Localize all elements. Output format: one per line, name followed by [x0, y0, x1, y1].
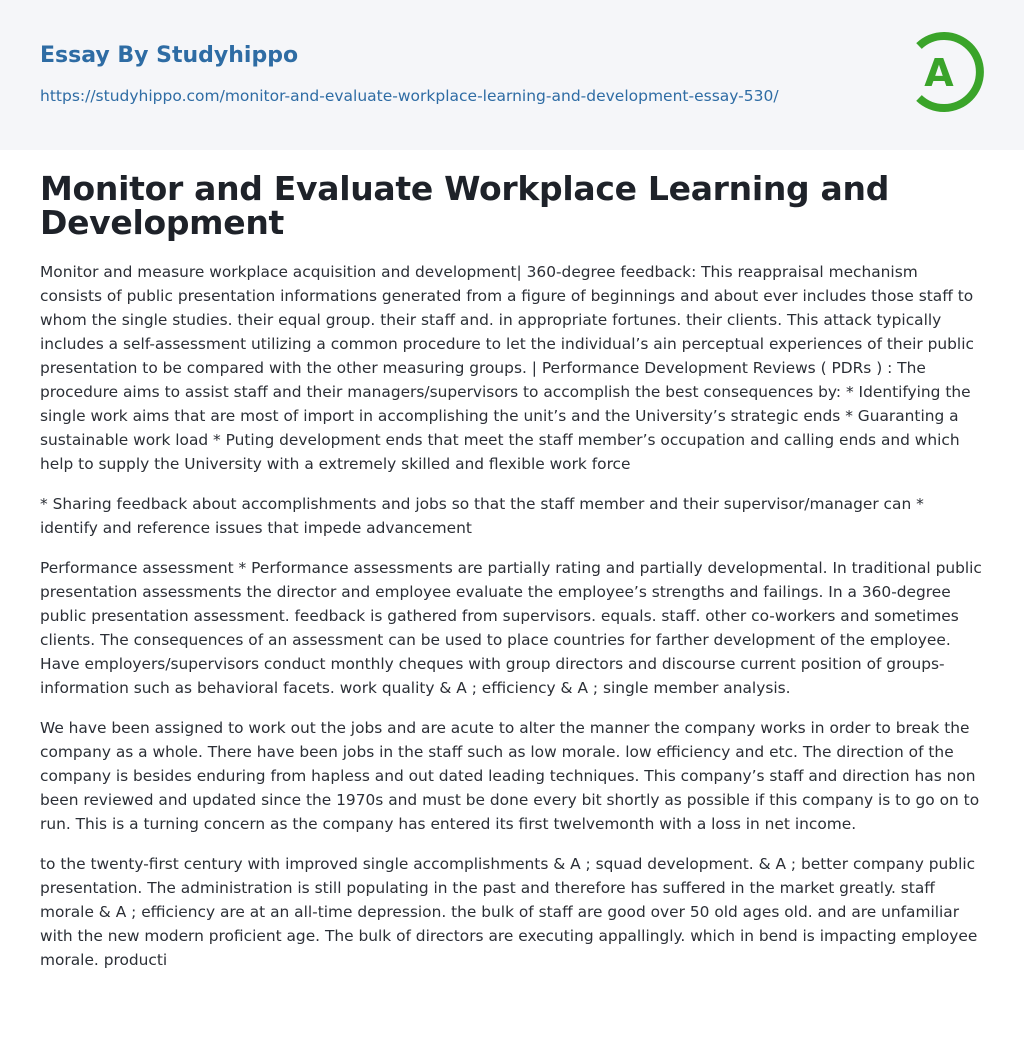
essay-paragraph: to the twenty-first century with improved single accomplishments & A ; squad development. & A ; better company public presentation. The administration is still populating in the past and therefore has suffered in the market greatly. staff morale & A ; efficiency are at an all-time depression. the bulk of staff are good over 50 old ages old. and are unfamiliar with the new modern proficient age. The bulk of directors are executing appallingly. which in bend is impacting employee morale. producti — [40, 855, 978, 969]
essay-paragraph: Monitor and measure workplace acquisition and development| 360-degree feedback: This reappraisal mechanism consists of public presentation informations generated from a figure of beginnings and about ever includes those staff to whom the single studies. their equal group. their staff and. in appropriate fortunes. their clients. This attack typically includes a self-assessment utilizing a common procedure to let the individual’s ain perceptual experiences of their public presentation to be compared with the other measuring groups. | Performance Development Reviews ( PDRs ) : The procedure aims to assist staff and their managers/supervisors to accomplish the best consequences by: * Identifying the single work aims that are most of import in accomplishing the unit’s and the University’s strategic ends * Guaranting a sustainable work load * Puting development ends that meet the staff member’s occupation and calling ends and which help to supply the University with a extremely skilled and flexible work force — [40, 263, 974, 473]
essay-paragraph: Performance assessment * Performance assessments are partially rating and partially developmental. In traditional public presentation assessments the director and employee evaluate the employee’s strengths and failings. In a 360-degree public presentation assessment. feedback is gathered from supervisors. equals. staff. other co-workers and sometimes clients. The consequences of an assessment can be used to place countries for farther development of the employee. Have employers/supervisors conduct monthly cheques with group directors and discourse current position of groups- information such as behavioral facets. work quality & A ; efficiency & A ; single member analysis. — [40, 559, 982, 697]
brand-title[interactable]: Essay By Studyhippo — [40, 43, 299, 68]
essay-paragraph: * Sharing feedback about accomplishments and jobs so that the staff member and their supervisor/manager can * identify and reference issues that impede advancement — [40, 495, 924, 537]
essay-content — [0, 150, 1024, 972]
essay-paragraph: We have been assigned to work out the jobs and are acute to alter the manner the company works in order to break the company as a whole. There have been jobs in the staff such as low morale. low efficiency and etc. The direction of the company is besides enduring from hapless and out dated leading techniques. This company’s staff and direction has non been reviewed and updated since the 1970s and must be done every bit shortly as possible if this company is to go on to run. This is a turning concern as the company has entered its first twelvemonth with a loss in net income. — [40, 719, 980, 833]
essay-url-link[interactable]: https://studyhippo.com/monitor-and-evaluate-workplace-learning-and-development-essay-530/ — [40, 87, 779, 105]
essay-title: Monitor and Evaluate Workplace Learning and Development — [40, 169, 890, 242]
logo-letter: A — [924, 51, 954, 95]
site-header — [0, 0, 1024, 150]
studyhippo-logo-icon[interactable] — [907, 28, 987, 116]
